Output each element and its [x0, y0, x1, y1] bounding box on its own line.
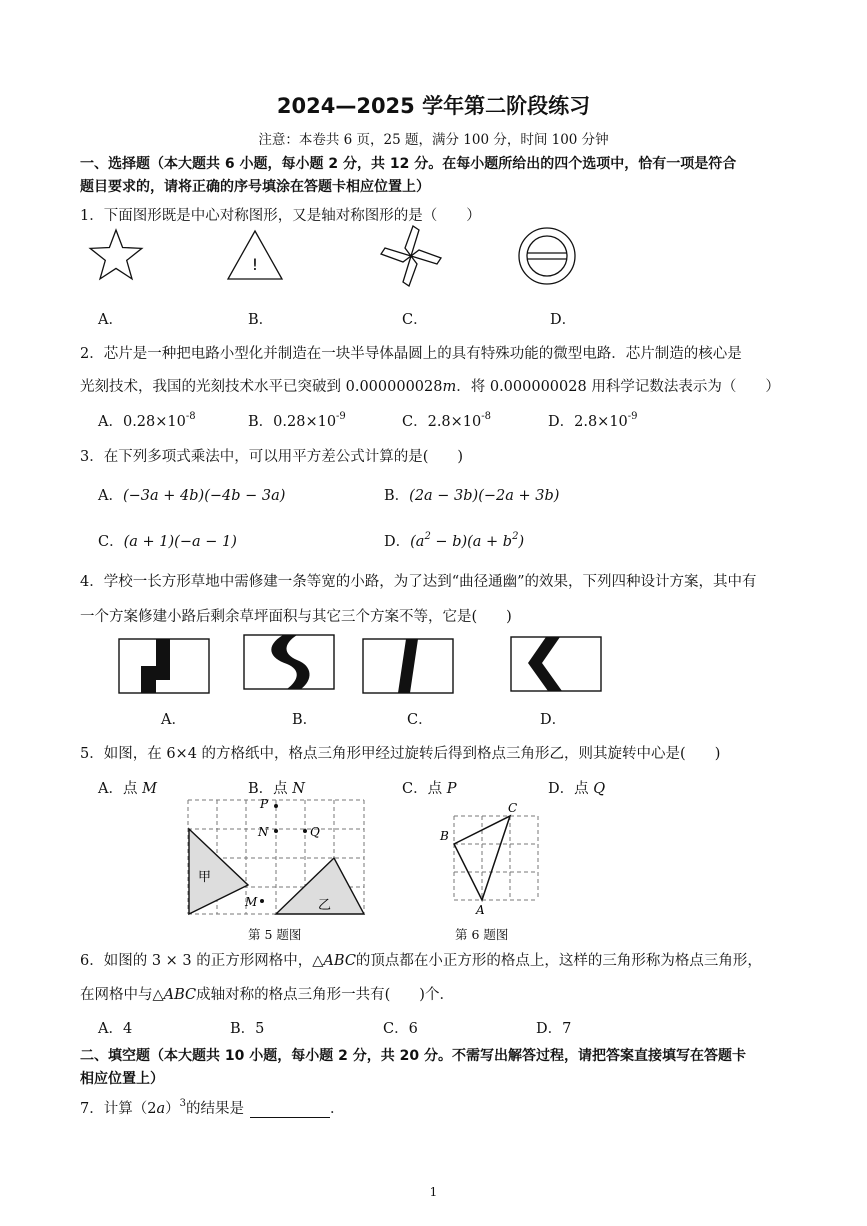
- q3-option-d-expr-b: − b)(a + b: [430, 534, 513, 550]
- q7-variable: a: [156, 1101, 166, 1117]
- q2-option-a-label: A．0.28×10: [98, 414, 186, 430]
- q1-option-d[interactable]: D．: [550, 312, 577, 328]
- section2-heading: 二、填空题（本大题共 10 小题，每小题 2 分，共 20 分。不需写出解答过程，请把答案直接填写在答题卡: [80, 1048, 746, 1064]
- q5-option-d-label: D．点: [548, 781, 594, 797]
- q2-option-b-label: B．0.28×10: [248, 414, 337, 430]
- point-a-label: A: [476, 903, 485, 917]
- q6-stem-text-c: 在网格中与△: [80, 987, 164, 1003]
- q3-option-a[interactable]: [98, 484, 285, 505]
- q3-option-a-label: A．: [98, 488, 123, 504]
- q6-option-d[interactable]: D．7: [536, 1021, 572, 1037]
- q5-option-a-point: M: [142, 781, 157, 797]
- point-m-label: M: [245, 895, 258, 909]
- q3-option-d-expr-c: ): [518, 534, 525, 550]
- q6-abc-2: ABC: [163, 987, 197, 1003]
- q2-option-d-exp: -9: [627, 411, 638, 422]
- q3-option-b-label: B．: [384, 488, 410, 504]
- q5-option-b[interactable]: [248, 777, 305, 798]
- q6-stem-text-a: 6．如图的 3 × 3 的正方形网格中，△: [80, 953, 324, 969]
- q4-stem-line1: 4．学校一长方形草地中需修建一条等宽的小路，为了达到“曲径通幽”的效果，下列四种设计方案，其中有: [80, 574, 757, 590]
- q7-end: ．: [329, 1101, 345, 1117]
- q1-stem: 1．下面图形既是中心对称图形，又是轴对称图形的是（ ）: [80, 208, 481, 224]
- q2-option-c-label: C．2.8×10: [402, 414, 482, 430]
- q6-option-b[interactable]: B．5: [230, 1021, 265, 1037]
- q2-stem-line1: 2．芯片是一种把电路小型化并制造在一块半导体晶圆上的具有特殊功能的微型电路．芯片制造的核心是: [80, 346, 742, 362]
- jia-label: 甲: [198, 870, 212, 885]
- q1-option-a[interactable]: A．: [98, 312, 123, 328]
- q6-figure-caption: 第 6 题图: [455, 927, 509, 942]
- q7-text-a: 7．计算（2: [80, 1101, 157, 1117]
- q6-option-a[interactable]: A．4: [98, 1021, 133, 1037]
- point-b-label: B: [440, 829, 449, 843]
- yi-label: 乙: [318, 898, 332, 913]
- pinwheel-figure: [380, 224, 444, 288]
- q7-exponent: 3: [179, 1098, 186, 1109]
- q3-option-c-expr: (a + 1)(−a − 1): [123, 534, 237, 550]
- q4-option-b[interactable]: B．: [292, 712, 318, 728]
- q1-option-c[interactable]: C．: [402, 312, 428, 328]
- q6-stem-line1: [80, 949, 762, 970]
- q7-stem: [80, 1097, 344, 1118]
- q5-option-a-label: A．点: [98, 781, 143, 797]
- q2-option-a[interactable]: [98, 410, 196, 431]
- page-number: 1: [429, 1185, 438, 1199]
- exam-notice: 注意：本卷共 6 页，25 题，满分 100 分，时间 100 分钟: [258, 132, 609, 148]
- q3-option-d-label: D．: [384, 534, 411, 550]
- q3-stem: 3．在下列多项式乘法中，可以用平方差公式计算的是( ): [80, 449, 464, 465]
- q3-option-a-expr: (−3a + 4b)(−4b − 3a): [122, 488, 286, 504]
- q5-option-d-point: Q: [593, 781, 606, 797]
- q6-grid-figure: [440, 800, 550, 915]
- q2-unit: m: [442, 379, 457, 395]
- q4-stem-line2: 一个方案修建小路后剩余草坪面积与其它三个方案不等，它是( ): [80, 609, 512, 625]
- point-q-label: Q: [310, 825, 320, 839]
- star-figure: [88, 227, 148, 287]
- q3-option-d-exp2: 2: [512, 531, 519, 542]
- circle-equal-figure: [517, 226, 579, 288]
- q3-option-b-expr: (2a − 3b)(−2a + 3b): [409, 488, 560, 504]
- q5-grid-figure: [188, 797, 368, 920]
- q3-option-d-exp1: 2: [424, 531, 431, 542]
- q5-option-b-label: B．点: [248, 781, 293, 797]
- q4-option-c[interactable]: C．: [407, 712, 433, 728]
- section2-heading-cont: 相应位置上）: [80, 1071, 164, 1087]
- q2-option-a-exp: -8: [185, 411, 196, 422]
- q3-option-b[interactable]: [384, 484, 559, 505]
- q3-option-c[interactable]: [98, 530, 237, 551]
- q5-stem: 5．如图，在 6×4 的方格纸中，格点三角形甲经过旋转后得到格点三角形乙，则其旋转中心是( ): [80, 746, 721, 762]
- q7-text-b: ）: [165, 1101, 180, 1117]
- section1-heading: 一、选择题（本大题共 6 小题，每小题 2 分，共 12 分。在每小题所给出的四个选项中，恰有一项是符合: [80, 156, 737, 172]
- q2-option-c-exp: -8: [481, 411, 492, 422]
- q5-figure-caption: 第 5 题图: [248, 927, 302, 942]
- q4-option-a[interactable]: A．: [161, 712, 186, 728]
- q4-option-d[interactable]: D．: [540, 712, 567, 728]
- q1-option-b[interactable]: B．: [248, 312, 274, 328]
- path-design-b: [243, 634, 335, 690]
- q2-option-d-label: D．2.8×10: [548, 414, 628, 430]
- q2-option-b[interactable]: [248, 410, 346, 431]
- q5-option-a[interactable]: [98, 777, 157, 798]
- q5-option-b-point: N: [292, 781, 305, 797]
- triangle-exclamation-mark: !: [251, 255, 259, 274]
- point-p-label: P: [260, 797, 269, 811]
- page-title: 2024—2025 学年第二阶段练习: [276, 94, 591, 118]
- path-design-c: [362, 638, 454, 694]
- q3-option-d-expr-a: (a: [410, 534, 425, 550]
- q5-option-d[interactable]: [548, 777, 605, 798]
- section1-heading-cont: 题目要求的，请将正确的序号填涂在答题卡相应位置上）: [80, 179, 430, 195]
- q6-option-c[interactable]: C．6: [383, 1021, 418, 1037]
- q5-option-c-label: C．点: [402, 781, 447, 797]
- q7-text-c: 的结果是: [185, 1101, 244, 1117]
- path-design-d: [510, 636, 602, 692]
- path-design-a: [118, 638, 210, 694]
- q2-option-b-exp: -9: [336, 411, 346, 422]
- q6-stem-text-d: 成轴对称的格点三角形一共有( )个．: [196, 987, 454, 1003]
- q5-option-c-point: P: [446, 781, 457, 797]
- q6-stem-text-b: 的顶点都在小正方形的格点上，这样的三角形称为格点三角形，: [355, 953, 762, 969]
- q2-option-c[interactable]: [402, 410, 491, 431]
- q2-stem-line2: [80, 375, 780, 396]
- q6-abc-1: ABC: [323, 953, 356, 969]
- q3-option-c-label: C．: [98, 534, 124, 550]
- q3-option-d[interactable]: [384, 530, 524, 551]
- point-c-label: C: [508, 801, 518, 815]
- warning-triangle-figure: [226, 228, 286, 283]
- q7-answer-blank[interactable]: [250, 1103, 330, 1118]
- q5-option-c[interactable]: [402, 777, 456, 798]
- q2-stem-text-b: ．将 0.000000028 用科学记数法表示为（ ）: [456, 379, 780, 395]
- q2-option-d[interactable]: [548, 410, 638, 431]
- q2-stem-text-a: 光刻技术，我国的光刻技术水平已突破到 0.000000028: [80, 379, 443, 395]
- point-n-label: N: [258, 825, 269, 839]
- q6-stem-line2: [80, 983, 454, 1004]
